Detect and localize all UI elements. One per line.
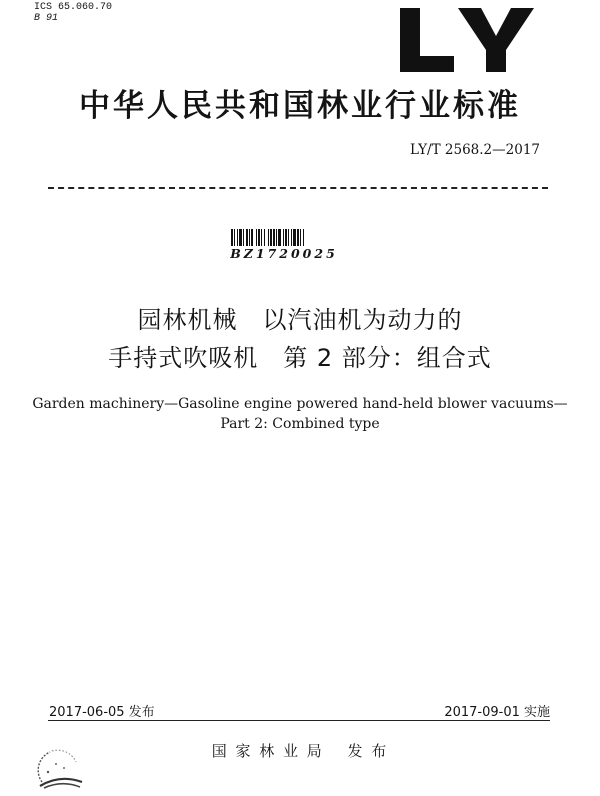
- ly-logo: [392, 0, 542, 82]
- barcode-bar: [256, 229, 257, 246]
- title-cn-line1: 园林机械 以汽油机为动力的: [137, 306, 463, 334]
- barcode-bar: [273, 229, 275, 246]
- barcode-bar: [291, 229, 292, 246]
- barcode-image: [231, 229, 335, 246]
- barcode-bar: [268, 229, 269, 246]
- barcode-bar: [251, 229, 253, 246]
- barcode-bar: [293, 229, 296, 246]
- barcode-bar: [303, 229, 304, 246]
- barcode-bar: [231, 229, 233, 246]
- barcode-bar: [249, 229, 250, 246]
- title-en-line1: Garden machinery—Gasoline engine powered hand-held blower vacuums—: [32, 396, 568, 412]
- barcode-bar: [278, 229, 281, 246]
- barcode-bar: [270, 229, 272, 246]
- barcode-bar: [234, 229, 235, 246]
- barcode-bar: [239, 229, 242, 246]
- issue-date: 2017-06-05 发布: [49, 705, 155, 720]
- barcode-bar: [237, 229, 238, 246]
- barcode-bar: [285, 229, 287, 246]
- barcode-bar: [276, 229, 277, 246]
- authority-title: 中华人民共和国林业行业标准: [79, 88, 521, 124]
- ics-code: ICS 65.060.70: [34, 2, 113, 13]
- barcode-number: BZ1720025: [230, 246, 338, 261]
- title-cn-line2: 手持式吹吸机 第 2 部分：组合式: [108, 344, 492, 372]
- footer-divider: [48, 720, 550, 721]
- barcode-bar: [246, 229, 248, 246]
- barcode-bar: [261, 229, 262, 246]
- barcode-bar: [300, 229, 301, 246]
- issuer: 国 家 林 业 局 发 布: [211, 742, 389, 760]
- ccs-code: B 91: [34, 13, 59, 24]
- barcode-bar: [297, 229, 299, 246]
- implementation-date: 2017-09-01 实施: [444, 705, 550, 720]
- barcode-bar: [258, 229, 260, 246]
- title-en-line2: Part 2: Combined type: [220, 416, 380, 432]
- standard-number: LY/T 2568.2—2017: [410, 142, 540, 158]
- barcode-bar: [243, 229, 244, 246]
- barcode-bar: [264, 229, 265, 246]
- header-divider: [48, 187, 548, 189]
- barcode-bar: [288, 229, 289, 246]
- barcode-bar: [283, 229, 284, 246]
